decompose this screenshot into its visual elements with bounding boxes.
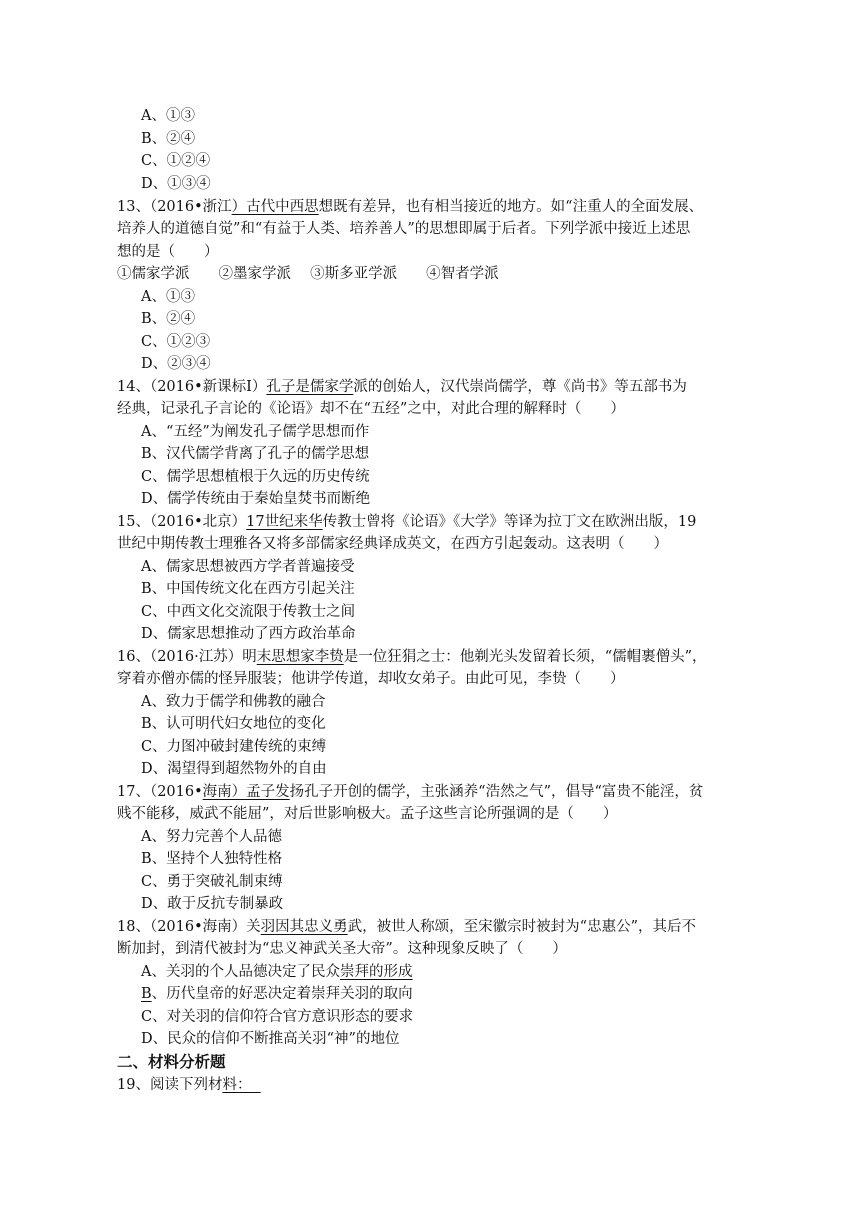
- question-14-stem: [117, 376, 737, 399]
- underlined-text: 海南）孟子发: [202, 784, 290, 800]
- question-number: 18、: [117, 919, 150, 935]
- option-line: B、②④: [141, 131, 196, 147]
- question-number: 13、: [117, 199, 150, 215]
- question-text: 培养人的道德自觉”和“有益于人类、培养善人”的思想即属于后者。下列学派中接近上述思: [117, 221, 691, 237]
- option-line: D、渴望得到超然物外的自由: [141, 761, 327, 777]
- question-text: 贱不能移，威武不能屈”，对后世影响极大。孟子这些言论所强调的是（ ）: [117, 806, 618, 822]
- option-line: D、民众的信仰不断推高关羽“神”的地位: [141, 1031, 400, 1047]
- option-line: B、汉代儒学背离了孔子的儒学思想: [141, 446, 370, 462]
- option-line: D、儒家思想推动了西方政治革命: [141, 626, 356, 642]
- question-text: 想的是（ ）: [117, 244, 219, 260]
- question-number: 15、: [117, 514, 150, 530]
- option-line: B、中国传统文化在西方引起关注: [141, 581, 355, 597]
- option-line: A、致力于儒学和佛教的融合: [141, 694, 326, 710]
- option-line: B、坚持个人独特性格: [141, 851, 283, 867]
- underlined-text: B: [141, 986, 152, 1002]
- question-source: （2016•: [149, 784, 203, 800]
- option-line: A、“五经”为阐发孔子儒学思想而作: [141, 424, 370, 440]
- question-text: 武，被世人称颂，至宋徽宗时被封为“忠惠公”，其后不: [347, 919, 696, 935]
- option-line: C、①②③: [141, 334, 211, 350]
- question-source: （2016•浙江: [149, 199, 232, 215]
- question-text: 想既有差异，也有相当接近的地方。如“注重人的全面发展、: [318, 199, 704, 215]
- option-line: A、儒家思想被西方学者普遍接受: [141, 559, 355, 575]
- underlined-text: 17世纪来华: [246, 514, 323, 530]
- question-text: 派的创始人，汉代崇尚儒学，尊《尚书》等五部书为: [353, 379, 687, 395]
- option-line: C、勇于突破礼制束缚: [141, 874, 283, 890]
- option-line: D、①③④: [141, 176, 211, 192]
- question-18-stem: [117, 916, 737, 939]
- underlined-text: 末思想家李贽: [256, 649, 344, 665]
- question-text: 是一位狂狷之士：他剃光头发留着长须，“儒帽裹僧头”，: [343, 649, 707, 665]
- option-line: C、①②④: [141, 153, 211, 169]
- option-line: C、中西文化交流限于传教士之间: [141, 604, 356, 620]
- option-line: C、对关羽的信仰符合官方意识形态的要求: [141, 1009, 414, 1025]
- question-text: 经典，记录孔子言论的《论语》却不在“五经”之中，对此合理的解释时（ ）: [117, 401, 625, 417]
- question-source: （2016•北京）: [149, 514, 247, 530]
- underlined-text: 孔子是儒家学: [266, 379, 354, 395]
- question-source: （2016·江苏）明: [149, 649, 257, 665]
- question-text: 传教士曾将《论语》《大学》等译为拉丁文在欧洲出版，19: [322, 514, 697, 530]
- question-number: 17、: [117, 784, 150, 800]
- option-text: A、关羽的个人品德决定了民众: [141, 964, 340, 980]
- question-text: 19、阅读下列材: [117, 1077, 223, 1093]
- option-line: A、努力完善个人品德: [141, 829, 282, 845]
- question-13-stem: [117, 196, 737, 219]
- underline-trailing: [251, 1077, 260, 1093]
- underlined-text: 羽因其忠义勇: [260, 919, 348, 935]
- underlined-text: 料：: [222, 1077, 252, 1093]
- underlined-text: 崇拜的形成: [339, 964, 413, 980]
- option-line: B、②④: [141, 311, 196, 327]
- question-text: 扬孔子开创的儒学，主张涵养“浩然之气”，倡导“富贵不能淫，贫: [289, 784, 704, 800]
- option-line: C、儒学思想植根于久远的历史传统: [141, 469, 370, 485]
- question-text: 断加封，到清代被封为“忠义神武关圣大帝”。这种现象反映了（ ）: [117, 941, 567, 957]
- question-source: （2016•海南）关: [149, 919, 261, 935]
- option-line: [141, 983, 761, 1006]
- question-text: 穿着亦僧亦儒的怪异服装；他讲学传道，却收女弟子。由此可见，李贽（ ）: [117, 671, 625, 687]
- section-heading: 二、材料分析题: [117, 1052, 226, 1071]
- question-13-choices: ①儒家学派 ②墨家学派 ③斯多亚学派 ④智者学派: [117, 266, 499, 282]
- option-line: D、敢于反抗专制暴政: [141, 896, 284, 912]
- question-19-stem: [117, 1074, 737, 1097]
- option-line: [141, 961, 761, 984]
- option-line: A、①③: [141, 289, 195, 305]
- option-text: 、历代皇帝的好恶决定着崇拜关羽的取向: [151, 986, 413, 1002]
- question-source: （2016•新课标Ⅰ）: [149, 379, 267, 395]
- option-line: D、②③④: [141, 356, 211, 372]
- question-17-stem: [117, 781, 737, 804]
- option-line: C、力图冲破封建传统的束缚: [141, 739, 327, 755]
- question-text: 世纪中期传教士理雅各又将多部儒家经典译成英文，在西方引起轰动。这表明（ ）: [117, 536, 668, 552]
- question-16-stem: [117, 646, 737, 669]
- question-number: 14、: [117, 379, 150, 395]
- option-line: D、儒学传统由于秦始皇焚书而断绝: [141, 491, 371, 507]
- question-number: 16、: [117, 649, 150, 665]
- option-line: A、①③: [141, 108, 195, 124]
- option-line: B、认可明代妇女地位的变化: [141, 716, 326, 732]
- underlined-text: ）古代中西思: [231, 199, 319, 215]
- question-15-stem: [117, 511, 737, 534]
